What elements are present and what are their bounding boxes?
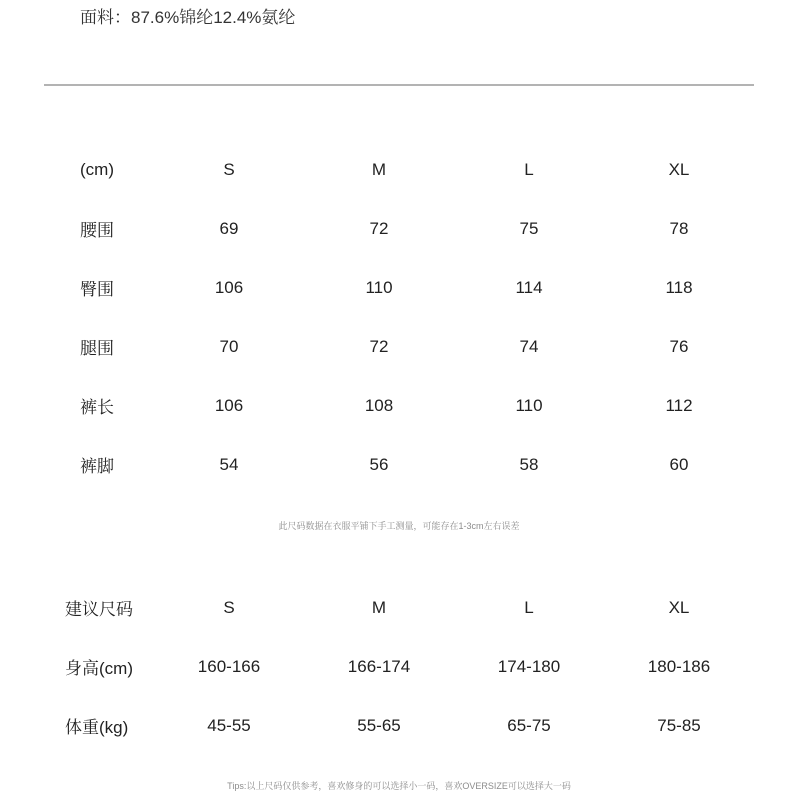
row-label: 臀围	[80, 280, 114, 299]
table-cell: 180-186	[647, 656, 711, 676]
measurement-note: 此尺码数据在衣服平铺下手工测量，可能存在1-3cm左右误差	[278, 521, 520, 531]
table-cell: 112	[665, 395, 693, 415]
section-divider	[44, 84, 754, 86]
table-cell: 58	[519, 454, 539, 474]
size-header-xl: XL	[668, 159, 690, 179]
table-cell: 78	[669, 218, 689, 238]
table-cell: 54	[219, 454, 239, 474]
measurement-header-row	[44, 140, 754, 199]
table-cell: 72	[369, 218, 389, 238]
table-cell: 55-65	[357, 715, 401, 735]
tips-note: Tips:以上尺码仅供参考，喜欢修身的可以选择小一码，喜欢OVERSIZE可以选择大一码	[227, 781, 571, 791]
thigh-row	[44, 317, 754, 376]
row-label: 体重(kg)	[65, 718, 129, 737]
table-cell: 114	[515, 277, 543, 297]
table-cell: 106	[214, 395, 244, 415]
table-cell: 72	[369, 336, 389, 356]
row-label: 腿围	[80, 339, 114, 358]
table-cell: 75-85	[657, 715, 701, 735]
table-cell: 110	[365, 277, 393, 297]
table-cell: 110	[515, 395, 543, 415]
fabric-composition: 面料：87.6%锦纶12.4%氨纶	[80, 8, 296, 27]
row-label: 身高(cm)	[65, 659, 133, 678]
table-cell: 69	[219, 218, 239, 238]
table-cell: 56	[369, 454, 389, 474]
size-header-m: M	[371, 597, 387, 617]
table-cell: 65-75	[507, 715, 551, 735]
row-label: 裤长	[80, 398, 114, 417]
unit-header: (cm)	[80, 159, 114, 179]
table-cell: 160-166	[197, 656, 261, 676]
measurement-table	[44, 140, 754, 494]
table-cell: 106	[214, 277, 244, 297]
table-cell: 174-180	[497, 656, 561, 676]
size-header-s: S	[223, 159, 235, 179]
length-row	[44, 376, 754, 435]
table-cell: 76	[669, 336, 689, 356]
row-label: 裤脚	[80, 457, 114, 476]
table-cell: 166-174	[347, 656, 411, 676]
weight-row	[44, 696, 754, 755]
recommended-size-header: 建议尺码	[65, 600, 133, 619]
size-header-l: L	[524, 597, 534, 617]
recommendation-table	[44, 578, 754, 755]
table-cell: 45-55	[207, 715, 251, 735]
height-row	[44, 637, 754, 696]
table-cell: 60	[669, 454, 689, 474]
size-header-xl: XL	[668, 597, 690, 617]
table-cell: 118	[665, 277, 693, 297]
hip-row	[44, 258, 754, 317]
waist-row	[44, 199, 754, 258]
table-cell: 70	[219, 336, 239, 356]
size-header-l: L	[524, 159, 534, 179]
size-header-s: S	[223, 597, 235, 617]
table-cell: 75	[519, 218, 539, 238]
row-label: 腰围	[80, 221, 114, 240]
table-cell: 74	[519, 336, 539, 356]
table-cell: 108	[364, 395, 394, 415]
recommendation-header-row	[44, 578, 754, 637]
hem-row	[44, 435, 754, 494]
size-header-m: M	[371, 159, 387, 179]
